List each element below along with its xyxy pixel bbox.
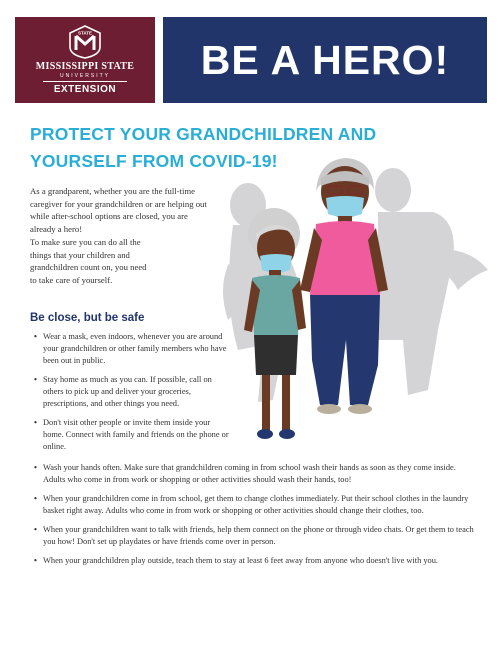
list-item: • When your grandchildren play outside, teach them to stay at least 6 feet away from anyone who doesn't live with you. — [34, 555, 474, 567]
grandparents-superhero-illustration — [218, 150, 493, 455]
bullet-list-top — [34, 331, 230, 460]
grandmother-figure — [244, 208, 306, 439]
list-item: • Wash your hands often. Make sure that grandchildren coming in from school wash their hands as soon as they come inside. Adults who come in from work or shopping or other activities should wash their hands, too! — [34, 462, 474, 486]
logo-university: UNIVERSITY — [59, 73, 110, 79]
intro-paragraph-1: As a grandparent, whether you are the full-time caregiver for your grandchildren or are helping out while after-school options are closed, you are already a hero! — [30, 186, 207, 234]
list-item: • When your grandchildren come in from school, get them to change clothes immediately. Put their school clothes in the laundry basket right away. Adults who come in from work or shopping or other activities should change their clothes, too. — [34, 493, 474, 517]
grandfather-figure — [300, 158, 388, 414]
list-item: • When your grandchildren want to talk with friends, help them connect on the phone or through video chats. Or get them to teach you how! Don't set up playdates or have friends come over in person. — [34, 524, 474, 548]
seal-text: STATE — [77, 30, 93, 36]
msu-extension-logo — [15, 17, 155, 103]
section-heading: Be close, but be safe — [30, 312, 145, 324]
face-mask-icon — [326, 196, 364, 217]
list-item: • Wear a mask, even indoors, whenever you are around your grandchildren or other family members who have been out in public. — [34, 331, 230, 367]
list-item: • Stay home as much as you can. If possible, call on others to pick up and deliver your groceries, prescriptions, and other things you need. — [34, 374, 230, 410]
list-item: • Don't visit other people or invite them inside your home. Connect with family and friends on the phone or online. — [34, 417, 230, 453]
headline-line-1: PROTECT YOUR GRANDCHILDREN AND — [30, 124, 377, 144]
bullet-list-bottom — [34, 462, 474, 574]
logo-divider — [43, 81, 127, 82]
title-banner — [163, 17, 487, 103]
headline-line-2: YOURSELF FROM COVID-19! — [30, 151, 278, 171]
logo-extension: EXTENSION — [53, 84, 117, 95]
msu-seal-icon — [67, 25, 103, 59]
intro-paragraph-2: To make sure you can do all the things that your children and grandchildren count on, you need to take care of yourself. — [30, 237, 147, 285]
banner-title: BE A HERO! — [200, 36, 450, 83]
logo-name: MISSISSIPPI STATE — [35, 61, 135, 72]
